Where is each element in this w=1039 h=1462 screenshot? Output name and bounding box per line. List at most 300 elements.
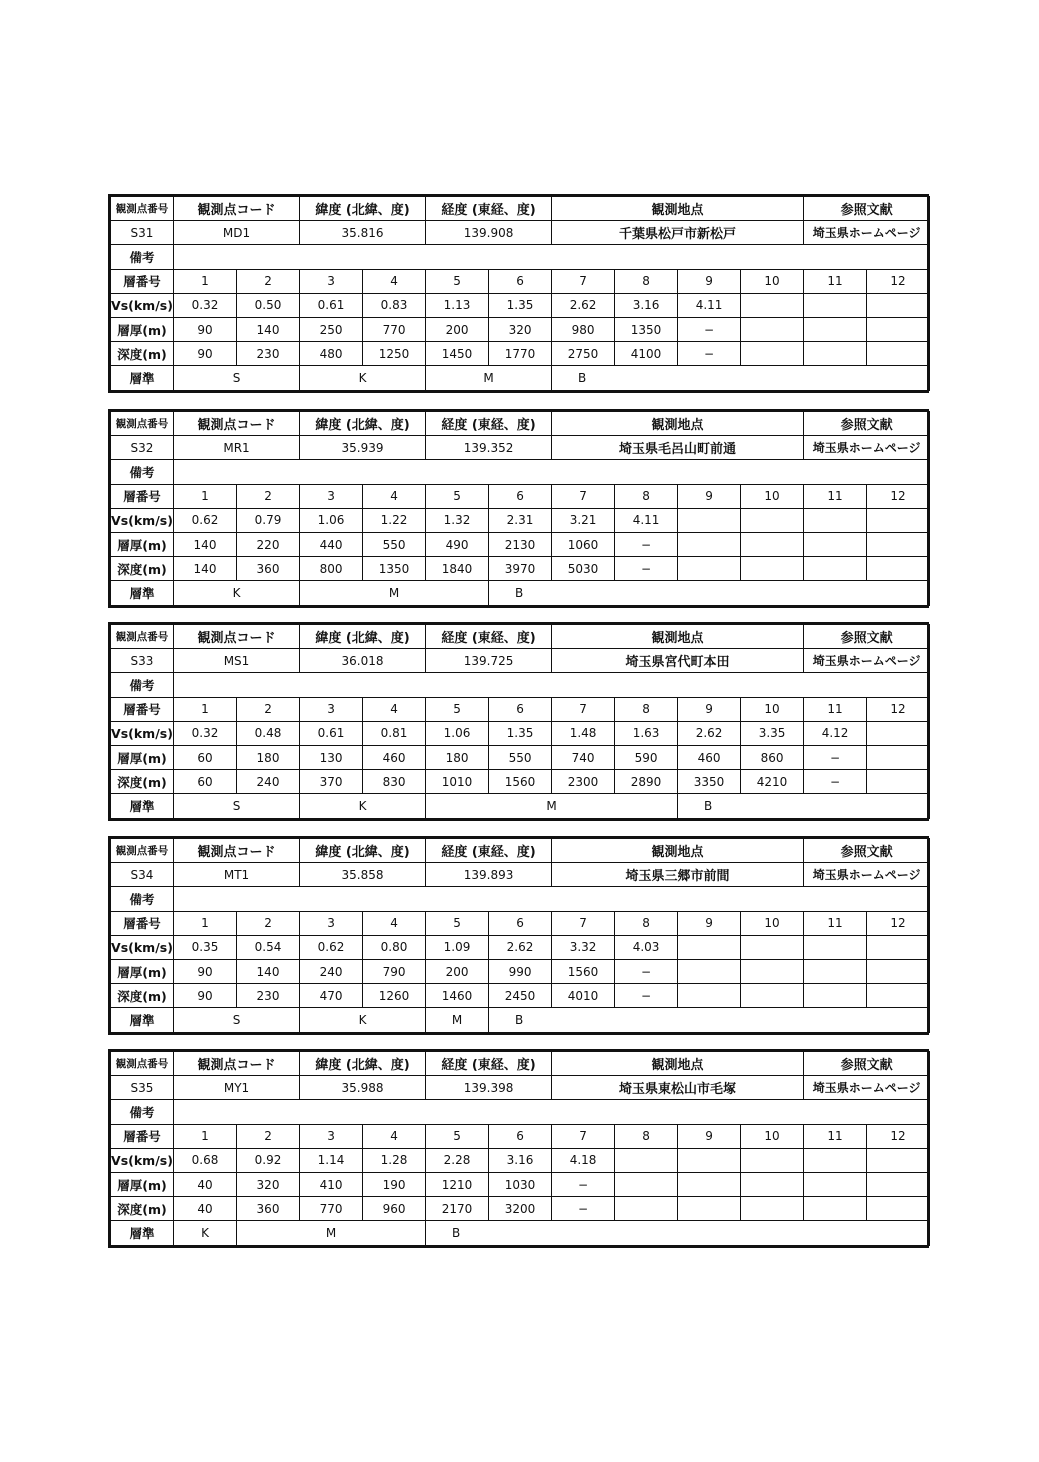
layer-number: 2 [237,484,300,508]
ref-header: 参照文献 [804,1052,930,1076]
depth-value: 480 [300,342,363,366]
layer-number: 11 [804,911,867,935]
layer-number: 2 [237,697,300,721]
thickness-row [111,317,930,341]
depth-value: 1010 [426,770,489,794]
thickness-value: − [615,532,678,556]
observation-place: 埼玉県東松山市毛塚 [552,1076,804,1100]
thickness-label: 層厚(m) [111,532,174,556]
thickness-value: 460 [363,745,426,769]
level-value: B [489,1008,930,1032]
vs-value [741,935,804,959]
place-header: 観測地点 [552,412,804,436]
remarks-value [174,460,930,484]
layer-number: 7 [552,697,615,721]
level-value: K [174,581,300,605]
thickness-value [804,317,867,341]
level-label: 層準 [111,1008,174,1032]
vs-value [867,293,930,317]
vs-value: 0.61 [300,721,363,745]
thickness-value: 250 [300,317,363,341]
thickness-value: 180 [426,745,489,769]
depth-label: 深度(m) [111,557,174,581]
code-header: 観測点コード [174,197,300,221]
remarks-value [174,887,930,911]
depth-value [804,984,867,1008]
level-value: K [174,1221,237,1245]
latitude: 35.939 [300,436,426,460]
remarks-value [174,673,930,697]
layer-number-row [111,911,930,935]
depth-value [867,770,930,794]
thickness-value: 140 [237,317,300,341]
thickness-value: 140 [174,532,237,556]
depth-value [867,342,930,366]
vs-value: 0.54 [237,935,300,959]
level-value: B [426,1221,930,1245]
depth-value: 3970 [489,557,552,581]
layer-number: 10 [741,911,804,935]
station-no: S35 [111,1076,174,1100]
reference: 埼玉県ホームページ [804,863,930,887]
depth-value [867,1197,930,1221]
thickness-value [741,532,804,556]
depth-value [741,557,804,581]
layer-number-row [111,697,930,721]
depth-value [678,557,741,581]
level-value: B [678,794,930,818]
reference: 埼玉県ホームページ [804,649,930,673]
thickness-label: 層厚(m) [111,745,174,769]
thickness-value: 320 [237,1172,300,1196]
vs-value: 1.22 [363,508,426,532]
info-row [111,1076,930,1100]
code-header: 観測点コード [174,1052,300,1076]
thickness-value [741,1172,804,1196]
layer-number: 8 [615,911,678,935]
depth-value [615,1197,678,1221]
depth-value: 1350 [363,557,426,581]
vs-value: 0.80 [363,935,426,959]
lat-header: 緯度 (北緯、度) [300,412,426,436]
depth-value [678,1197,741,1221]
vs-value [804,1148,867,1172]
header-row [111,839,930,863]
depth-value: 4100 [615,342,678,366]
depth-value: 1450 [426,342,489,366]
depth-value: 3200 [489,1197,552,1221]
longitude: 139.398 [426,1076,552,1100]
depth-value [867,557,930,581]
vs-value: 3.35 [741,721,804,745]
vs-value [741,293,804,317]
depth-value: 370 [300,770,363,794]
vs-value: 0.61 [300,293,363,317]
depth-value [741,984,804,1008]
thickness-value [867,532,930,556]
vs-value: 4.12 [804,721,867,745]
vs-label: Vs(km/s) [111,508,174,532]
level-row [111,1221,930,1245]
station-code: MT1 [174,863,300,887]
station-table-s32 [108,409,929,608]
vs-row [111,293,930,317]
layer-number: 8 [615,484,678,508]
lat-header: 緯度 (北緯、度) [300,1052,426,1076]
ref-header: 参照文献 [804,412,930,436]
depth-value [804,557,867,581]
depth-value: 1770 [489,342,552,366]
layer-number: 3 [300,697,363,721]
vs-value: 0.68 [174,1148,237,1172]
thickness-value: 1350 [615,317,678,341]
vs-value: 1.06 [300,508,363,532]
lat-header: 緯度 (北緯、度) [300,839,426,863]
depth-value: 5030 [552,557,615,581]
depth-value: 2170 [426,1197,489,1221]
layer-number: 6 [489,1124,552,1148]
thickness-label: 層厚(m) [111,1172,174,1196]
layer-number: 1 [174,911,237,935]
layer-number: 7 [552,911,615,935]
depth-value: 90 [174,984,237,1008]
reference: 埼玉県ホームページ [804,436,930,460]
depth-value: 2300 [552,770,615,794]
station-no-header: 観測点番号 [111,839,174,863]
layer-number: 8 [615,697,678,721]
place-header: 観測地点 [552,1052,804,1076]
code-header: 観測点コード [174,625,300,649]
vs-value [867,721,930,745]
vs-value: 0.50 [237,293,300,317]
thickness-value [804,959,867,983]
thickness-value [867,1172,930,1196]
thickness-value: 90 [174,959,237,983]
remarks-value [174,245,930,269]
level-row [111,366,930,390]
depth-row [111,984,930,1008]
thickness-value: 200 [426,317,489,341]
code-header: 観測点コード [174,412,300,436]
depth-value [741,342,804,366]
thickness-value: − [615,959,678,983]
vs-value: 4.11 [615,508,678,532]
depth-value: 240 [237,770,300,794]
thickness-value: 2130 [489,532,552,556]
layer-number: 10 [741,269,804,293]
layer-no-label: 層番号 [111,697,174,721]
layer-no-label: 層番号 [111,484,174,508]
longitude: 139.725 [426,649,552,673]
thickness-label: 層厚(m) [111,959,174,983]
depth-value: − [615,557,678,581]
observation-place: 埼玉県宮代町本田 [552,649,804,673]
vs-value: 1.06 [426,721,489,745]
vs-value: 3.21 [552,508,615,532]
vs-value [804,508,867,532]
header-row [111,412,930,436]
ref-header: 参照文献 [804,625,930,649]
layer-number-row [111,1124,930,1148]
depth-value: 40 [174,1197,237,1221]
thickness-value: 590 [615,745,678,769]
layer-number: 6 [489,697,552,721]
layer-number: 5 [426,269,489,293]
station-no-header: 観測点番号 [111,625,174,649]
vs-row [111,1148,930,1172]
thickness-value [804,532,867,556]
vs-value: 1.35 [489,721,552,745]
thickness-value: 550 [363,532,426,556]
depth-value: 4010 [552,984,615,1008]
layer-number: 7 [552,269,615,293]
observation-place: 千葉県松戸市新松戸 [552,221,804,245]
depth-value: 1260 [363,984,426,1008]
longitude: 139.352 [426,436,552,460]
remarks-label: 備考 [111,673,174,697]
latitude: 35.858 [300,863,426,887]
layer-no-label: 層番号 [111,269,174,293]
depth-value: − [804,770,867,794]
depth-value: 470 [300,984,363,1008]
vs-value: 3.16 [489,1148,552,1172]
vs-value [678,1148,741,1172]
thickness-value [678,959,741,983]
layer-number: 9 [678,484,741,508]
vs-row [111,721,930,745]
depth-value: 2750 [552,342,615,366]
level-row [111,794,930,818]
remarks-label: 備考 [111,245,174,269]
depth-row [111,557,930,581]
vs-value: 4.03 [615,935,678,959]
remarks-row [111,887,930,911]
vs-value [741,1148,804,1172]
vs-value: 1.13 [426,293,489,317]
thickness-value: 770 [363,317,426,341]
vs-value: 1.28 [363,1148,426,1172]
thickness-value [867,745,930,769]
remarks-row [111,460,930,484]
thickness-value: 460 [678,745,741,769]
depth-value: − [678,342,741,366]
lat-header: 緯度 (北緯、度) [300,625,426,649]
vs-value [678,935,741,959]
vs-value [678,508,741,532]
layer-number: 1 [174,1124,237,1148]
layer-number: 6 [489,269,552,293]
thickness-value: 550 [489,745,552,769]
station-no-header: 観測点番号 [111,197,174,221]
thickness-value: 220 [237,532,300,556]
depth-value [867,984,930,1008]
vs-row [111,935,930,959]
lat-header: 緯度 (北緯、度) [300,197,426,221]
observation-place: 埼玉県毛呂山町前通 [552,436,804,460]
thickness-row [111,959,930,983]
layer-number: 7 [552,1124,615,1148]
vs-label: Vs(km/s) [111,293,174,317]
thickness-value: 440 [300,532,363,556]
vs-value [867,1148,930,1172]
place-header: 観測地点 [552,839,804,863]
level-label: 層準 [111,1221,174,1245]
thickness-row [111,1172,930,1196]
vs-value: 4.18 [552,1148,615,1172]
station-no: S33 [111,649,174,673]
vs-value: 0.79 [237,508,300,532]
info-row [111,436,930,460]
layer-number: 2 [237,911,300,935]
info-row [111,863,930,887]
layer-number: 6 [489,911,552,935]
vs-value: 2.31 [489,508,552,532]
vs-value: 0.83 [363,293,426,317]
layer-number: 12 [867,269,930,293]
layer-number: 4 [363,697,426,721]
vs-value: 1.14 [300,1148,363,1172]
remarks-row [111,673,930,697]
header-row [111,197,930,221]
header-row [111,1052,930,1076]
lon-header: 経度 (東経、度) [426,1052,552,1076]
thickness-value: 190 [363,1172,426,1196]
station-no: S34 [111,863,174,887]
layer-number: 12 [867,697,930,721]
vs-value: 2.62 [552,293,615,317]
thickness-value [741,317,804,341]
level-value: S [174,366,300,390]
vs-row [111,508,930,532]
depth-value [741,1197,804,1221]
vs-value: 4.11 [678,293,741,317]
depth-value: 3350 [678,770,741,794]
thickness-value: 1030 [489,1172,552,1196]
vs-value [615,1148,678,1172]
thickness-value [867,959,930,983]
vs-value [741,508,804,532]
observation-place: 埼玉県三郷市前間 [552,863,804,887]
thickness-value: 130 [300,745,363,769]
station-table-s31 [108,194,929,393]
layer-number: 4 [363,484,426,508]
depth-row [111,770,930,794]
place-header: 観測地点 [552,197,804,221]
latitude: 35.816 [300,221,426,245]
layer-number: 3 [300,911,363,935]
station-code: MY1 [174,1076,300,1100]
thickness-value: 1210 [426,1172,489,1196]
depth-label: 深度(m) [111,1197,174,1221]
thickness-value: 740 [552,745,615,769]
layer-number: 1 [174,484,237,508]
depth-label: 深度(m) [111,770,174,794]
latitude: 36.018 [300,649,426,673]
layer-number: 2 [237,269,300,293]
vs-value [804,293,867,317]
vs-value: 0.32 [174,293,237,317]
layer-number: 3 [300,269,363,293]
station-code: MR1 [174,436,300,460]
level-value: M [237,1221,426,1245]
thickness-value: 790 [363,959,426,983]
thickness-value [678,532,741,556]
thickness-label: 層厚(m) [111,317,174,341]
level-label: 層準 [111,794,174,818]
vs-value [804,935,867,959]
depth-value: 60 [174,770,237,794]
level-value: S [174,1008,300,1032]
layer-number: 1 [174,269,237,293]
depth-value: 2890 [615,770,678,794]
depth-row [111,342,930,366]
info-row [111,649,930,673]
level-value: M [426,366,552,390]
layer-number: 10 [741,1124,804,1148]
depth-value: 1560 [489,770,552,794]
thickness-value: − [804,745,867,769]
thickness-value: 1560 [552,959,615,983]
vs-value: 2.28 [426,1148,489,1172]
layer-number: 11 [804,697,867,721]
vs-label: Vs(km/s) [111,1148,174,1172]
remarks-row [111,245,930,269]
lon-header: 経度 (東経、度) [426,625,552,649]
depth-value: 1460 [426,984,489,1008]
vs-value: 1.48 [552,721,615,745]
lon-header: 経度 (東経、度) [426,412,552,436]
thickness-value: 60 [174,745,237,769]
thickness-value: 980 [552,317,615,341]
depth-value: 800 [300,557,363,581]
depth-value [804,342,867,366]
vs-value: 3.32 [552,935,615,959]
vs-value: 0.32 [174,721,237,745]
level-value: B [552,366,930,390]
vs-value: 0.35 [174,935,237,959]
thickness-value: 240 [300,959,363,983]
longitude: 139.893 [426,863,552,887]
depth-value [678,984,741,1008]
vs-value: 0.92 [237,1148,300,1172]
latitude: 35.988 [300,1076,426,1100]
remarks-label: 備考 [111,1100,174,1124]
thickness-value: 90 [174,317,237,341]
depth-value: 360 [237,1197,300,1221]
depth-label: 深度(m) [111,342,174,366]
station-code: MS1 [174,649,300,673]
layer-number: 11 [804,269,867,293]
level-value: M [426,794,678,818]
vs-value: 0.62 [300,935,363,959]
level-row [111,581,930,605]
level-row [111,1008,930,1032]
header-row [111,625,930,649]
longitude: 139.908 [426,221,552,245]
layer-no-label: 層番号 [111,1124,174,1148]
remarks-row [111,1100,930,1124]
layer-number: 10 [741,697,804,721]
depth-value: 1840 [426,557,489,581]
vs-value: 1.35 [489,293,552,317]
thickness-value: 860 [741,745,804,769]
depth-value: − [615,984,678,1008]
depth-value: 230 [237,342,300,366]
layer-number: 9 [678,697,741,721]
thickness-value: 140 [237,959,300,983]
vs-value [867,935,930,959]
vs-value: 1.09 [426,935,489,959]
